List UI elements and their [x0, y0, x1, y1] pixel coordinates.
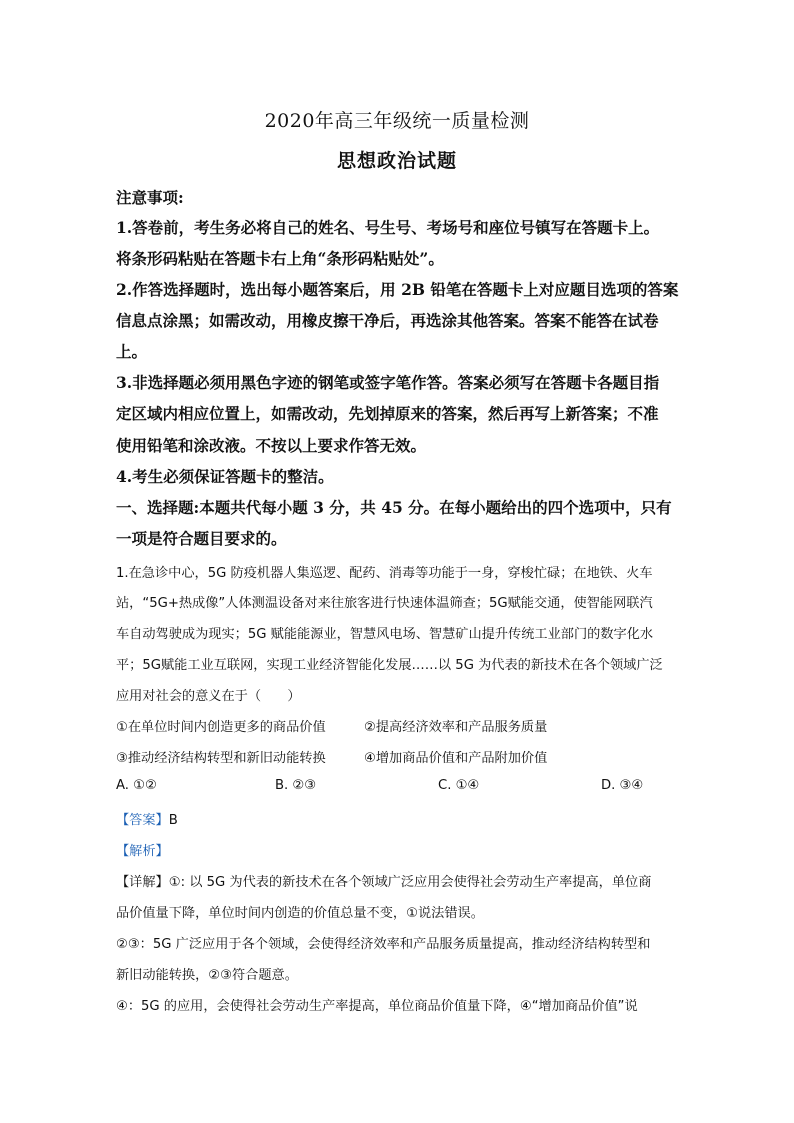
question-stem-line: 站，“5G+热成像”人体测温设备对来往旅客进行快速体温筛查；5G赋能交通，使智能网联汽	[116, 596, 653, 611]
analysis-line: 品价值量下降，单位时间内创造的价值总量不变，①说法错误。	[116, 906, 484, 921]
statement-1: ①在单位时间内创造更多的商品价值	[116, 720, 326, 735]
notice-line: 定区域内相应位置上，如需改动，先划掉原来的答案，然后再写上新答案；不准	[116, 404, 659, 423]
notice-line: 将条形码粘贴在答题卡右上角“条形码粘贴处”。	[116, 249, 444, 268]
answer-line	[116, 809, 178, 828]
question-stem-line: 1.在急诊中心，5G 防疫机器人集巡逻、配药、消毒等功能于一身，穿梭忙碌；在地铁、火车	[116, 566, 653, 581]
choice-a: A. ①②	[116, 778, 157, 793]
statement-3: ③推动经济结构转型和新旧动能转换	[116, 751, 326, 766]
choice-c: C. ①④	[438, 778, 480, 793]
analysis-line: ②③：5G 广泛应用于各个领域，会使得经济效率和产品服务质量提高，推动经济结构转型和	[116, 937, 651, 952]
section-heading: 一、选择题:本题共代每小题 3 分，共 45 分。在每小题给出的四个选项中，只有	[116, 498, 672, 517]
question-stem-line: 车自动驾驶成为现实；5G 赋能能源业，智慧风电场、智慧矿山提升传统工业部门的数字化水	[116, 627, 654, 642]
statement-4: ④增加商品价值和产品附加价值	[364, 751, 548, 766]
notice-line: 上。	[116, 342, 148, 361]
analysis-line: ④：5G 的应用，会使得社会劳动生产率提高，单位商品价值量下降，④“增加商品价值”说	[116, 999, 638, 1014]
notice-line: 2.作答选择题时，选出每小题答案后，用 2B 铅笔在答题卡上对应题目选项的答案	[116, 280, 679, 299]
analysis-line: 新旧动能转换，②③符合题意。	[116, 968, 298, 983]
answer-value: B	[168, 813, 178, 828]
notice-heading: 注意事项:	[116, 188, 184, 207]
notice-line: 3.非选择题必须用黑色字迹的钢笔或签字笔作答。答案必须写在答题卡各题目指	[116, 373, 660, 392]
exam-subtitle: 思想政治试题	[336, 150, 457, 172]
notice-line: 信息点涂黑；如需改动，用橡皮擦干净后，再选涂其他答案。答案不能答在试卷	[116, 311, 659, 330]
analysis-tag: 【解析】	[116, 844, 169, 859]
choice-b: B. ②③	[275, 778, 317, 793]
notice-line: 1.答卷前，考生务必将自己的姓名、号生号、考场号和座位号镇写在答题卡上。	[116, 218, 660, 237]
exam-title: 2020年高三年级统一质量检测	[264, 110, 530, 132]
statement-2: ②提高经济效率和产品服务质量	[364, 720, 548, 735]
answer-tag: 【答案】	[116, 813, 169, 828]
analysis-line: 【详解】①: 以 5G 为代表的新技术在各个领域广泛应用会使得社会劳动生产率提高，单位商	[116, 875, 652, 890]
question-stem-line: 应用对社会的意义在于（ ）	[116, 689, 301, 704]
section-heading: 一项是符合题目要求的。	[116, 529, 287, 548]
choice-d: D. ③④	[601, 778, 644, 793]
question-stem-line: 平；5G赋能工业互联网，实现工业经济智能化发展……以 5G 为代表的新技术在各个领域广泛	[116, 658, 663, 673]
notice-line: 使用铅笔和涂改液。不按以上要求作答无效。	[116, 436, 427, 455]
notice-line: 4.考生必须保证答题卡的整洁。	[116, 467, 334, 486]
